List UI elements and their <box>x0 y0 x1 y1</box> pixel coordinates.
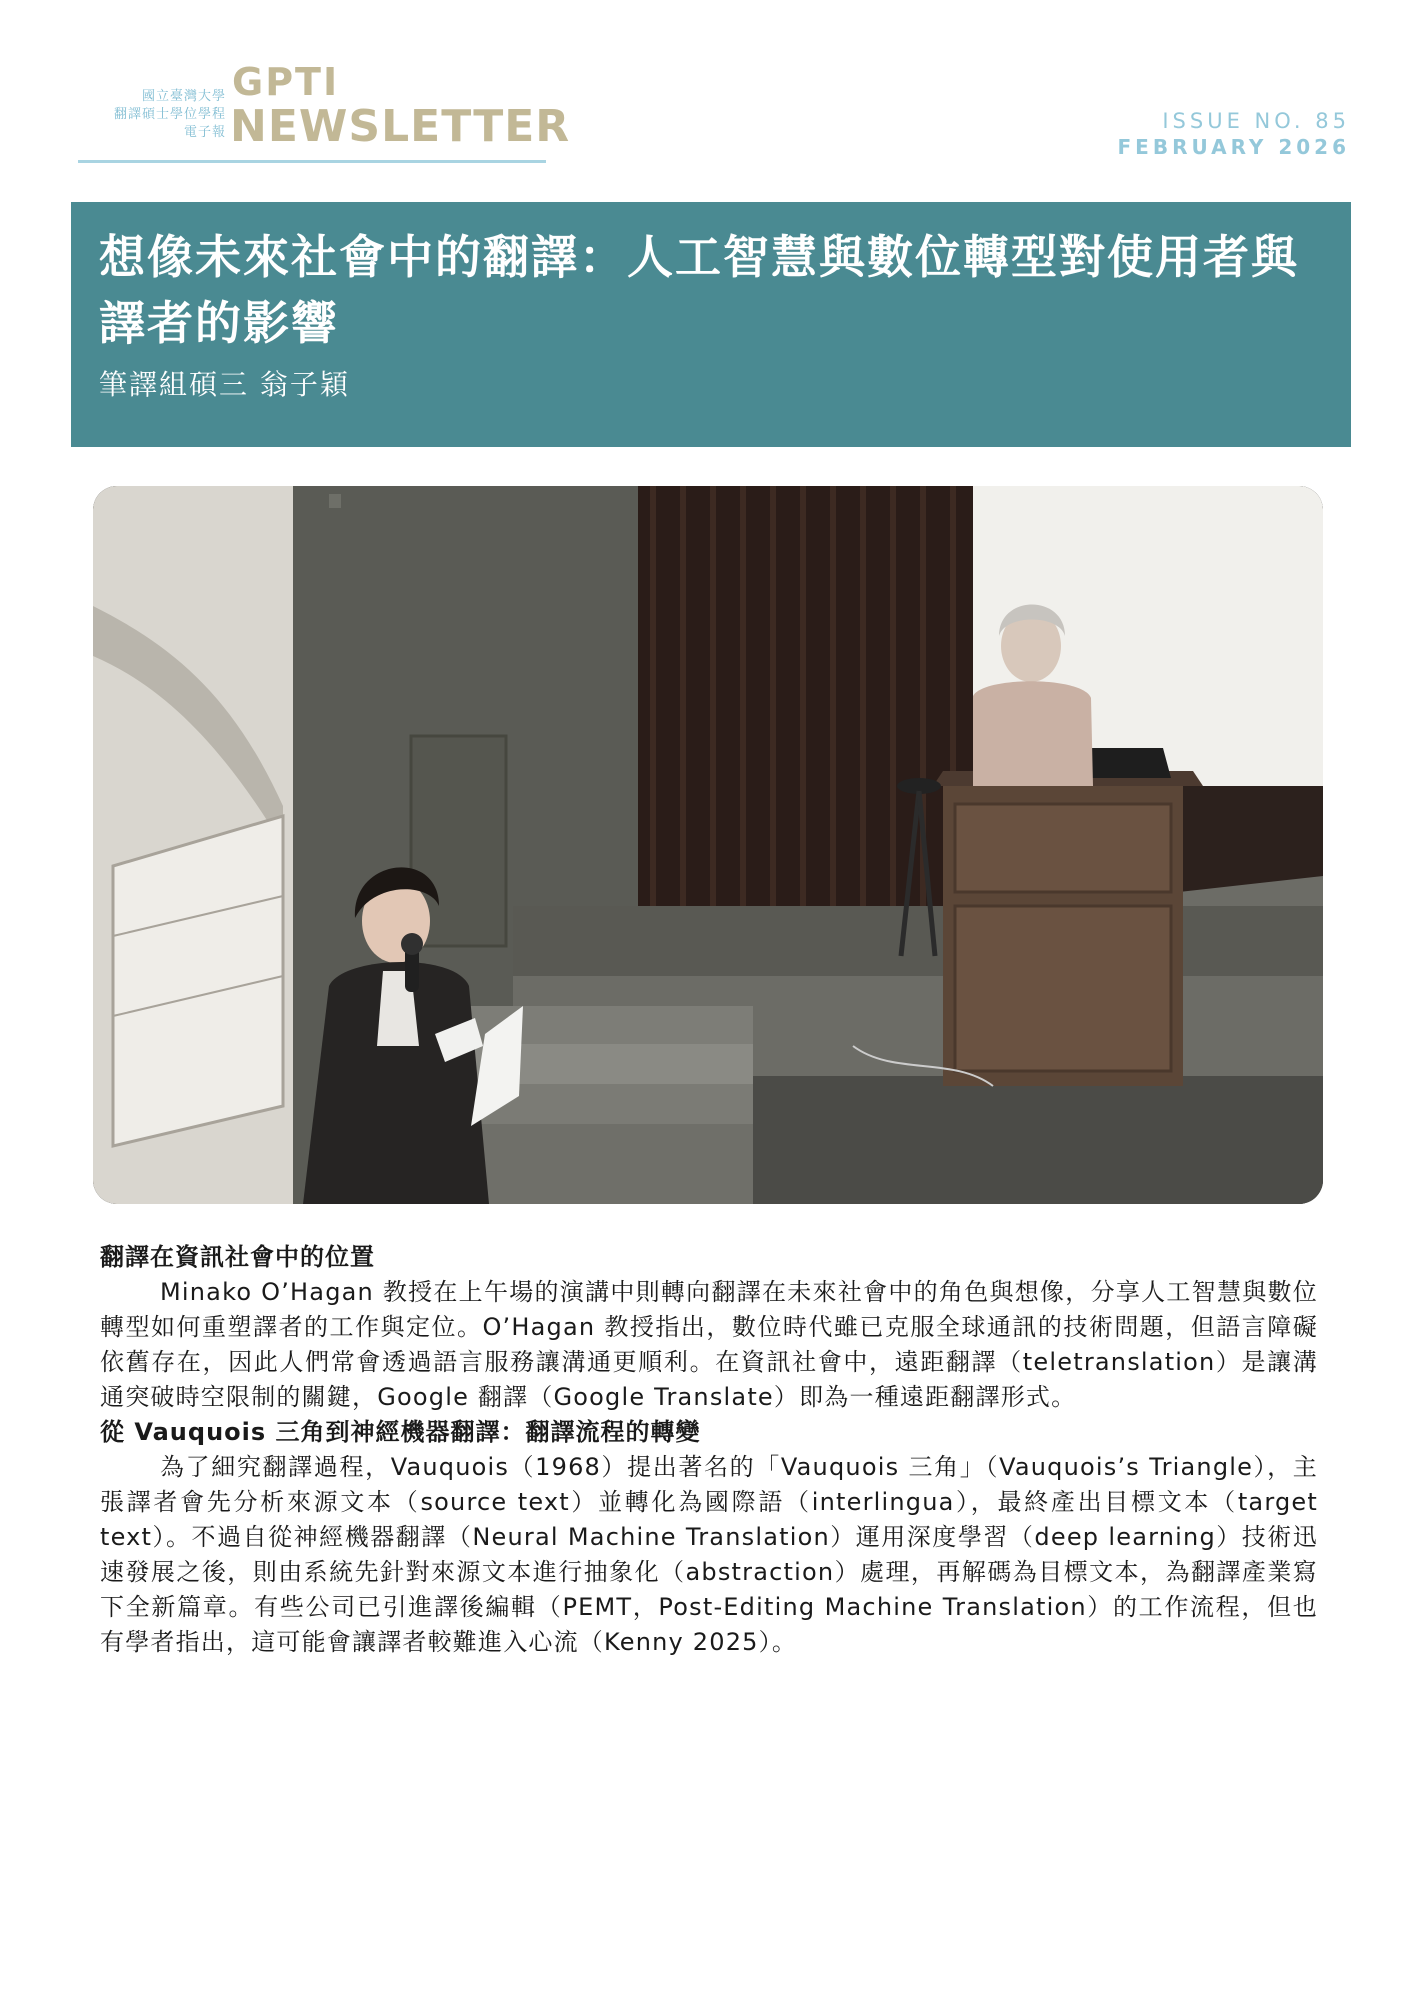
article-body <box>100 1240 1318 1660</box>
title-band <box>71 202 1351 447</box>
issue-info <box>1118 108 1351 160</box>
masthead-rule <box>78 160 546 163</box>
issue-number: ISSUE NO. 85 <box>1162 109 1350 133</box>
brand-newsletter: NEWSLETTER <box>230 101 571 152</box>
section-heading-1: 翻譯在資訊社會中的位置 <box>100 1243 375 1271</box>
event-photo-illustration <box>93 486 1323 1204</box>
section-paragraph-2: 為了細究翻譯過程，Vauquois（1968）提出著名的「Vauquois 三角」（Vauquois’s Triangle），主張譯者會先分析來源文本（source text）並轉化為國際語（interlingua），最終產出目標文本（target text）。不過自從神經機器翻譯（Neural Machine Translation）運用深度學習（deep learning）技術迅速發展之後，則由系統先針對來源文本進行抽象化（abstraction）處理，再解碼為目標文本，為翻譯產業寫下全新篇章。有些公司已引進譯後編輯（PEMT，Post-Editing Machine Translation）的工作流程，但也有學者指出，這可能會讓譯者較難進入心流（Kenny 2025）。 <box>100 1453 1318 1656</box>
masthead <box>78 60 571 166</box>
section-heading-2: 從 Vauquois 三角到神經機器翻譯：翻譯流程的轉變 <box>100 1418 701 1446</box>
org-line-1: 國立臺灣大學 <box>141 89 226 104</box>
org-line-3: 電子報 <box>183 125 226 140</box>
section-paragraph-1: Minako O’Hagan 教授在上午場的演講中則轉向翻譯在未來社會中的角色與想像，分享人工智慧與數位轉型如何重塑譯者的工作與定位。O’Hagan 教授指出，數位時代雖已克服全球通訊的技術問題，但語言障礙依舊存在，因此人們常會透過語言服務讓溝通更順利。在資訊社會中，遠距翻譯（teletranslation）是讓溝通突破時空限制的關鍵，Google 翻譯（Google Translate）即為一種遠距翻譯形式。 <box>100 1278 1318 1411</box>
org-line-2: 翻譯碩士學位學程 <box>113 107 226 122</box>
article-byline: 筆譯組碩三 翁子穎 <box>99 368 350 401</box>
org-name <box>114 88 226 142</box>
event-photo <box>93 486 1323 1204</box>
issue-date: FEBRUARY 2026 <box>1117 135 1350 159</box>
brand-gpti: GPTI <box>232 60 340 104</box>
article-title: 想像未來社會中的翻譯：人工智慧與數位轉型對使用者與譯者的影響 <box>99 230 1299 350</box>
